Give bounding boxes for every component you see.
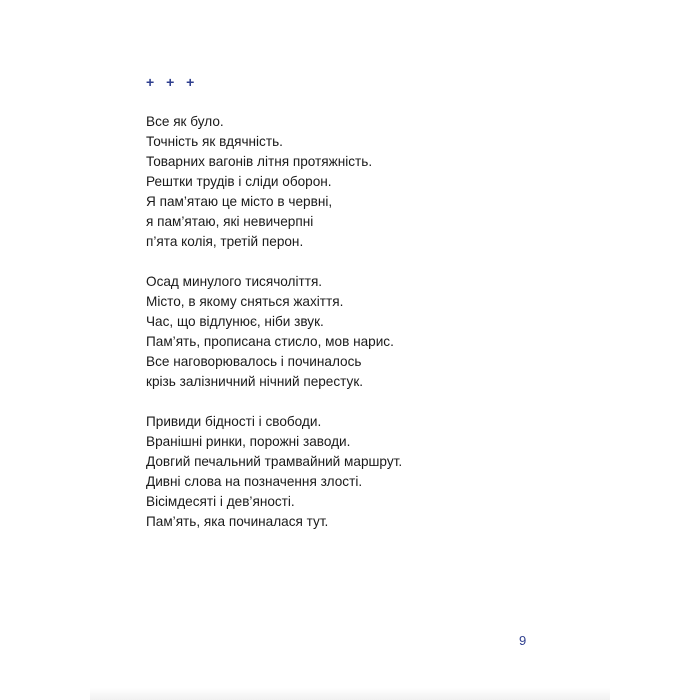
poem-line: Пам’ять, прописана стисло, мов нарис. xyxy=(146,334,394,349)
poem-line: Точність як вдячність. xyxy=(146,134,283,149)
poem-line: Місто, в якому сняться жахіття. xyxy=(146,294,344,309)
poem-line: Пам’ять, яка починалася тут. xyxy=(146,514,329,529)
poem-line: Вісімдесяті і дев’яності. xyxy=(146,494,295,509)
poem-line: Я пам’ятаю це місто в червні, xyxy=(146,194,333,209)
poem-line: Все як було. xyxy=(146,114,224,129)
poem-line: Час, що відлунює, ніби звук. xyxy=(146,314,324,329)
poem-line: п’ята колія, третій перон. xyxy=(146,234,304,249)
stanza-2 xyxy=(146,272,566,392)
poem-line: Вранішні ринки, порожні заводи. xyxy=(146,434,351,449)
stanza-3 xyxy=(146,412,566,532)
poem-line: Осад минулого тисячоліття. xyxy=(146,274,323,289)
page-number: 9 xyxy=(519,633,527,648)
stanza-1 xyxy=(146,112,566,252)
poem-line: Дивні слова на позначення злості. xyxy=(146,474,363,489)
poem-line: Довгий печальний трамвайний маршрут. xyxy=(146,454,403,469)
poem-line: Рештки трудів і сліди оборон. xyxy=(146,174,332,189)
poem-line: Товарних вагонів літня протяжність. xyxy=(146,154,373,169)
poem-line: крізь залізничний нічний перестук. xyxy=(146,374,364,389)
ornament-divider: + + + xyxy=(146,74,199,90)
poem-line: Все наговорювалось і починалось xyxy=(146,354,362,369)
poem-line: я пам’ятаю, які невичерпні xyxy=(146,214,314,229)
poem xyxy=(146,112,566,552)
page-edge-shadow xyxy=(90,688,610,700)
poem-line: Привиди бідності і свободи. xyxy=(146,414,322,429)
